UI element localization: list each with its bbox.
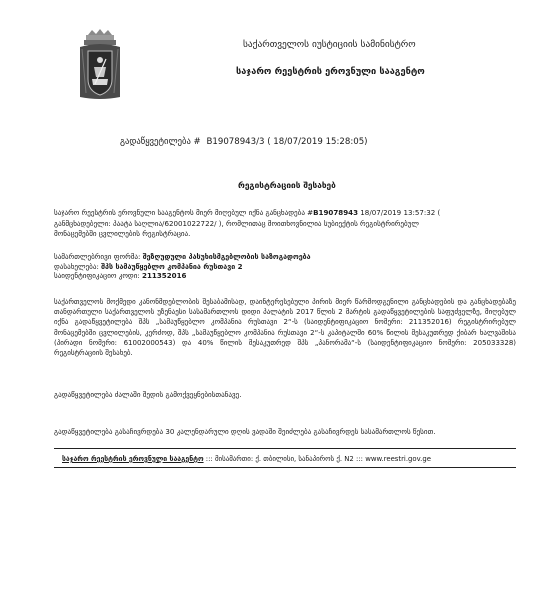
georgian-coat-of-arms-icon [78,29,122,101]
document-title: რეგისტრაციის შესახებ [238,180,336,190]
appeal-paragraph: გადაწყვეტილება გასაჩივრდება 30 კალენდარული დღის ვადაში შეიძლება გასაჩივრდეს სასამართლოს წესით. [54,427,436,436]
footer-website-link[interactable]: www.reestri.gov.ge [365,455,431,463]
legal-form-value: შეზღუდული პასუხისმგებლობის საზოგადოება [142,252,311,261]
applicant-line: განმცხადებელი: პაატა საღლია/62001022722/ ), რომლითაც მოითხოვნილია სუბიექტის რეგისტრირებულ [54,218,419,228]
footer-bottom-divider [54,467,516,468]
entity-info [54,252,311,281]
footer [62,455,431,463]
application-paragraph [54,208,516,240]
identification-code-value: 211352016 [142,271,187,280]
effective-date-paragraph: გადაწყვეტილება ძალაში შედის გამოქვეყნებისთანავე. [54,390,242,399]
identification-code-row [54,271,311,281]
entity-name-label: დასახელება: [54,261,99,271]
application-number: B19078943 [313,208,359,217]
decision-body-paragraph: საქართველოს მოქმედი კანონმდებლობის შესაბამისად, დაინტერესებული პირის მიერ წარმოდგენილი განცხადების და განცხადებაზე თანდართული საქართველოს უზენაესი სასამართლოს დიდი პალატის 2017 წლის 2 მარტის გადაწყვეტილების საფუძველზე, მიღებულ იქნა გადაწყვეტილება შპს „სამაუწყებლო კომპანია რუსთავი 2“-ს (საიდენტიფიკაციო ნომერი: 211352016) რეგისტრირებულ მონაცემებში ცვლილების, კერძოდ, შპს „სამაუწყებლო კომპანია რუსთავი 2“-ს კაპიტალში 60% წილის მესაკუთრედ ქიბარ ხალვაშისა (პირადი ნომერი: 61002000543) და 40% წილის მესაკუთრედ შპს „პანორამა“-ს (საიდენტიფიკაციო ნომერი: 205033328) რეგისტრაციის შესახებ. [54,298,516,358]
footer-agency: საჯარო რეესტრის ეროვნული სააგენტო [62,455,204,463]
decision-label: გადაწყვეტილება # [120,137,201,147]
agency-name: საჯარო რეესტრის ეროვნული სააგენტო [236,66,425,77]
legal-form-label: სამართლებრივი ფორმა: [54,252,141,261]
entity-name-row [54,262,311,272]
decision-number: B19078943/3 [206,137,265,147]
legal-form-row [54,252,311,262]
footer-top-divider [54,448,516,449]
application-date: 18/07/2019 13:57:32 ( [360,208,441,217]
decision-reference [120,137,368,147]
application-intro: საჯარო რეესტრის ეროვნული სააგენტოს მიერ მიღებულ იქნა განცხადება # [54,208,314,217]
footer-separator: ::: [356,455,363,463]
ministry-name: საქართველოს იუსტიციის სამინისტრო [243,39,416,50]
footer-separator: ::: [205,455,213,463]
decision-date: ( 18/07/2019 15:28:05) [267,137,368,147]
footer-address: მისამართი: ქ. თბილისი, სანაპიროს ქ. N2 [214,455,354,463]
entity-name-value: შპს სამაუწყებლო კომპანია რუსთავი 2 [101,261,243,271]
identification-code-label: საიდენტიფიკაციო კოდი: [54,271,140,280]
request-line: მონაცემებში ცვლილების რეგისტრაცია. [54,229,191,238]
